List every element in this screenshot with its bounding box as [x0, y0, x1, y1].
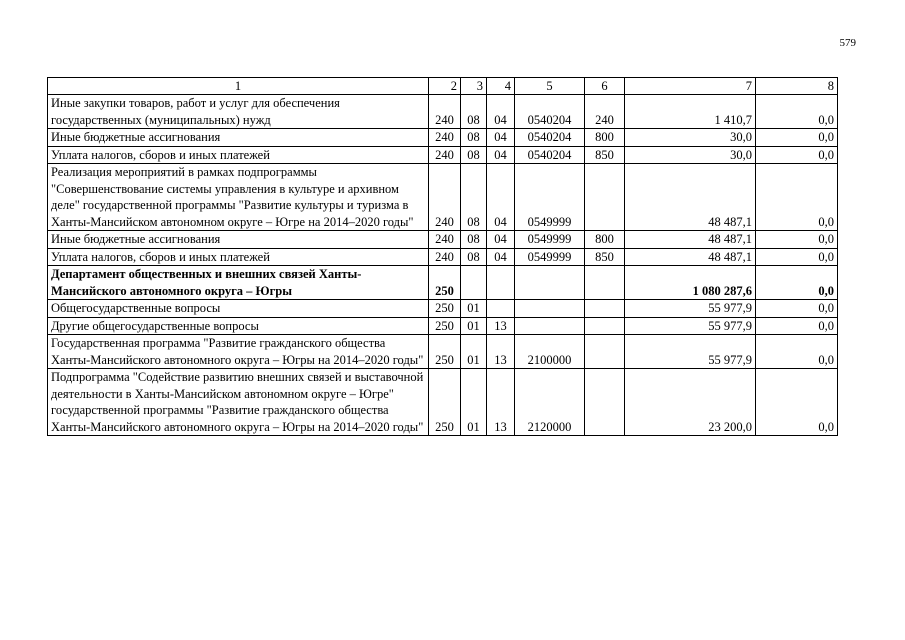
row-col5-cell: 2100000	[515, 335, 585, 369]
row-col2-cell: 250	[429, 369, 461, 436]
row-col2-cell: 240	[429, 248, 461, 266]
row-col6-cell	[585, 164, 625, 231]
row-col6-cell: 800	[585, 231, 625, 249]
row-col4-cell	[487, 300, 515, 318]
header-cell: 2	[429, 78, 461, 95]
budget-table	[47, 77, 838, 436]
table-row	[48, 335, 838, 369]
row-col5-cell: 0549999	[515, 248, 585, 266]
row-col6-cell	[585, 335, 625, 369]
row-name-cell: Государственная программа "Развитие гражданского общества Ханты-Мансийского автономного округа – Югры на 2014–2020 годы"	[48, 335, 429, 369]
row-col8-cell: 0,0	[756, 300, 838, 318]
table-body	[48, 95, 838, 436]
header-cell: 5	[515, 78, 585, 95]
table-row	[48, 248, 838, 266]
row-name-cell: Другие общегосударственные вопросы	[48, 317, 429, 335]
row-col7-cell: 1 080 287,6	[625, 266, 756, 300]
row-name-cell: Иные бюджетные ассигнования	[48, 231, 429, 249]
table-row	[48, 369, 838, 436]
row-col7-cell: 48 487,1	[625, 231, 756, 249]
row-col3-cell: 08	[461, 164, 487, 231]
row-col2-cell: 250	[429, 317, 461, 335]
row-col3-cell	[461, 266, 487, 300]
row-col6-cell	[585, 369, 625, 436]
row-col5-cell: 0540204	[515, 129, 585, 147]
table-header-row	[48, 78, 838, 95]
row-col8-cell: 0,0	[756, 146, 838, 164]
row-col6-cell	[585, 300, 625, 318]
row-col6-cell: 800	[585, 129, 625, 147]
row-col5-cell: 2120000	[515, 369, 585, 436]
row-col2-cell: 250	[429, 266, 461, 300]
row-name-cell: Департамент общественных и внешних связей Ханты-Мансийского автономного округа – Югры	[48, 266, 429, 300]
page-number: 579	[839, 37, 856, 49]
row-col3-cell: 08	[461, 231, 487, 249]
row-col7-cell: 48 487,1	[625, 164, 756, 231]
row-col5-cell: 0540204	[515, 146, 585, 164]
row-col3-cell: 08	[461, 95, 487, 129]
row-col4-cell: 04	[487, 95, 515, 129]
header-cell: 6	[585, 78, 625, 95]
table-row	[48, 164, 838, 231]
row-col5-cell: 0549999	[515, 164, 585, 231]
table-row	[48, 129, 838, 147]
row-name-cell: Подпрограмма "Содействие развитию внешних связей и выставочной деятельности в Ханты-Мансийском автономном округе – Югре" государственной программы "Развитие гражданского общества Ханты-Мансийского автономного округа – Югры на 2014–2020 годы"	[48, 369, 429, 436]
row-col8-cell: 0,0	[756, 129, 838, 147]
table-row	[48, 146, 838, 164]
row-col2-cell: 240	[429, 129, 461, 147]
header-cell: 3	[461, 78, 487, 95]
row-name-cell: Реализация мероприятий в рамках подпрограммы "Совершенствование системы управления в культуре и архивном деле" государственной программы "Развитие культуры и туризма в Ханты-Мансийском автономном округе – Югре на 2014–2020 годы"	[48, 164, 429, 231]
table-row	[48, 317, 838, 335]
row-col7-cell: 23 200,0	[625, 369, 756, 436]
row-col8-cell: 0,0	[756, 266, 838, 300]
header-cell: 4	[487, 78, 515, 95]
row-col3-cell: 01	[461, 369, 487, 436]
row-name-cell: Иные закупки товаров, работ и услуг для обеспечения государственных (муниципальных) нужд	[48, 95, 429, 129]
row-col2-cell: 240	[429, 164, 461, 231]
table-row	[48, 231, 838, 249]
row-col6-cell: 850	[585, 146, 625, 164]
row-col4-cell: 04	[487, 146, 515, 164]
row-col4-cell: 04	[487, 248, 515, 266]
row-col5-cell	[515, 266, 585, 300]
row-col2-cell: 240	[429, 231, 461, 249]
row-col3-cell: 01	[461, 300, 487, 318]
row-col4-cell: 04	[487, 231, 515, 249]
row-col8-cell: 0,0	[756, 164, 838, 231]
header-cell: 8	[756, 78, 838, 95]
row-col8-cell: 0,0	[756, 248, 838, 266]
row-col3-cell: 01	[461, 317, 487, 335]
table-row	[48, 300, 838, 318]
row-col3-cell: 01	[461, 335, 487, 369]
row-col7-cell: 30,0	[625, 129, 756, 147]
row-name-cell: Общегосударственные вопросы	[48, 300, 429, 318]
row-col8-cell: 0,0	[756, 317, 838, 335]
row-col2-cell: 250	[429, 300, 461, 318]
row-col5-cell: 0540204	[515, 95, 585, 129]
header-cell: 7	[625, 78, 756, 95]
row-col7-cell: 55 977,9	[625, 300, 756, 318]
header-cell: 1	[48, 78, 429, 95]
row-col3-cell: 08	[461, 248, 487, 266]
row-col3-cell: 08	[461, 129, 487, 147]
row-col7-cell: 55 977,9	[625, 335, 756, 369]
row-col6-cell: 850	[585, 248, 625, 266]
row-col5-cell	[515, 317, 585, 335]
row-col2-cell: 250	[429, 335, 461, 369]
row-col2-cell: 240	[429, 146, 461, 164]
row-col7-cell: 1 410,7	[625, 95, 756, 129]
row-name-cell: Уплата налогов, сборов и иных платежей	[48, 146, 429, 164]
row-col8-cell: 0,0	[756, 335, 838, 369]
row-col4-cell	[487, 266, 515, 300]
row-col8-cell: 0,0	[756, 369, 838, 436]
row-col8-cell: 0,0	[756, 231, 838, 249]
row-name-cell: Иные бюджетные ассигнования	[48, 129, 429, 147]
row-col2-cell: 240	[429, 95, 461, 129]
row-col7-cell: 55 977,9	[625, 317, 756, 335]
table-row	[48, 95, 838, 129]
row-col8-cell: 0,0	[756, 95, 838, 129]
row-col3-cell: 08	[461, 146, 487, 164]
row-col4-cell: 13	[487, 369, 515, 436]
row-col6-cell	[585, 266, 625, 300]
row-name-cell: Уплата налогов, сборов и иных платежей	[48, 248, 429, 266]
row-col7-cell: 48 487,1	[625, 248, 756, 266]
row-col4-cell: 04	[487, 164, 515, 231]
row-col7-cell: 30,0	[625, 146, 756, 164]
row-col4-cell: 13	[487, 335, 515, 369]
row-col6-cell	[585, 317, 625, 335]
row-col4-cell: 04	[487, 129, 515, 147]
row-col4-cell: 13	[487, 317, 515, 335]
row-col5-cell: 0549999	[515, 231, 585, 249]
row-col5-cell	[515, 300, 585, 318]
table-row	[48, 266, 838, 300]
row-col6-cell: 240	[585, 95, 625, 129]
